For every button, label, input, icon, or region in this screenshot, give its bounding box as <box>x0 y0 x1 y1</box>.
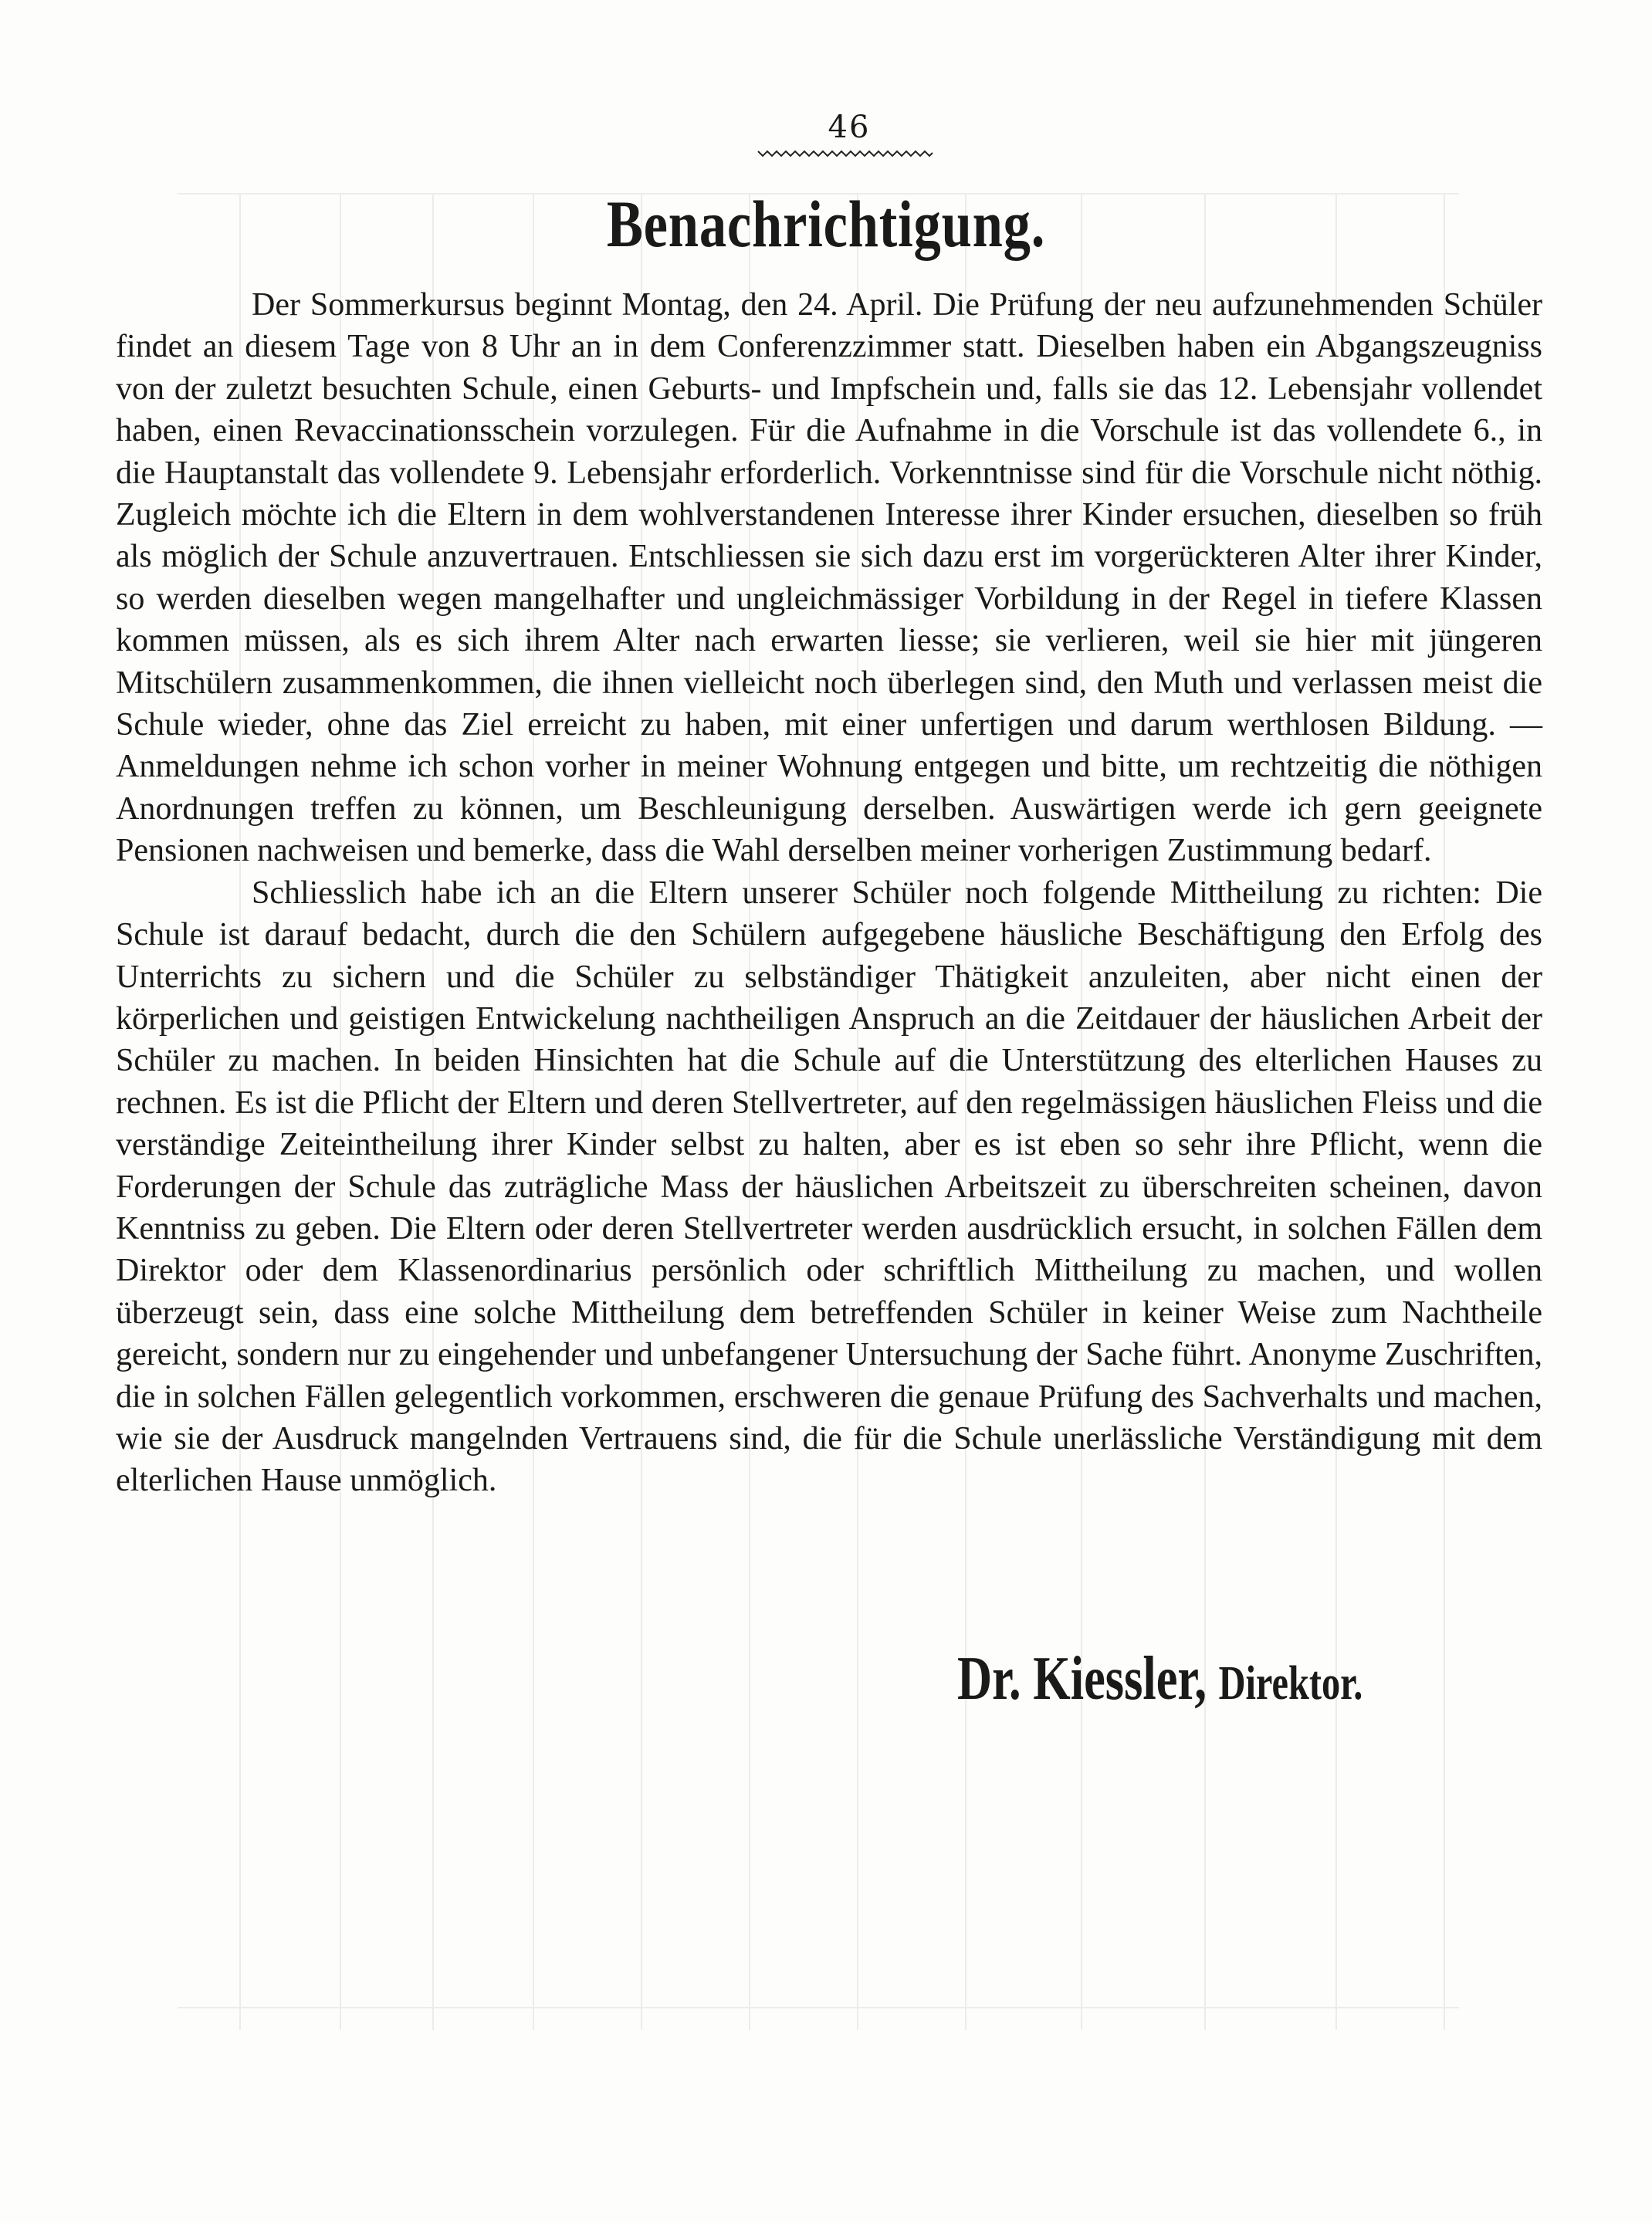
signature <box>957 1644 1379 1714</box>
notice-body <box>116 284 1542 1502</box>
page-number: 46 <box>828 110 871 145</box>
paragraph: Der Sommerkursus beginnt Montag, den 24. April. Die Prüfung der neu aufzunehmenden Schüler findet an diesem Tage von 8 Uhr an in dem Conferenzzimmer statt. Dieselben haben ein Abgangszeugniss von der zuletzt besuchten Schule, einen Geburts- und Impfschein und, falls sie das 12. Lebensjahr vollendet haben, einen Revaccinationsschein vorzulegen. Für die Aufnahme in die Vorschule ist das vollendete 6., in die Hauptanstalt das vollendete 9. Lebensjahr erforderlich. Vorkenntnisse sind für die Vorschule nicht nöthig. Zugleich möchte ich die Eltern in dem wohlverstandenen Interesse ihrer Kinder ersuchen, dieselben so früh als möglich der Schule anzuvertrauen. Entschliessen sie sich dazu erst im vorgerückteren Alter ihrer Kinder, so werden dieselben wegen mangelhafter und ungleichmässiger Vorbildung in der Regel in tiefere Klassen kommen müssen, als es sich ihrem Alter nach erwarten liesse; sie verlieren, weil sie hier mit jüngeren Mitschülern zusammenkommen, die ihnen vielleicht noch überlegen sind, den Muth und verlassen meist die Schule wieder, ohne das Ziel erreicht zu haben, mit einer unfertigen und darum werthlosen Bildung. — Anmeldungen nehme ich schon vorher in meiner Wohnung entgegen und bitte, um rechtzeitig die nöthigen Anordnungen treffen zu können, um Beschleunigung derselben. Auswärtigen werde ich gern geeignete Pensionen nachweisen und bemerke, dass die Wahl derselben meiner vorherigen Zustimmung bedarf. <box>116 287 1542 869</box>
signature-title: Direktor. <box>1218 1657 1363 1710</box>
paragraph: Schliesslich habe ich an die Eltern unserer Schüler noch folgende Mittheilung zu richten: Die Schule ist darauf bedacht, durch die den Schülern aufgegebene häusliche Beschäftigung den Erfolg des Unterrichts zu sichern und die Schüler zu selbständiger Thätigkeit anzuleiten, aber nicht einen der körperlichen und geistigen Entwickelung nachtheiligen Anspruch an die Zeitdauer der häuslichen Arbeit der Schüler zu machen. In beiden Hinsichten hat die Schule auf die Unterstützung des elterlichen Hauses zu rechnen. Es ist die Pflicht der Eltern und deren Stellvertreter, auf den regelmässigen häuslichen Fleiss und die verständige Zeiteintheilung ihrer Kinder selbst zu halten, aber es ist eben so sehr ihre Pflicht, wenn die Forderungen der Schule das zuträgliche Mass der häuslichen Arbeitszeit zu überschreiten scheinen, davon Kenntniss zu geben. Die Eltern oder deren Stellvertreter werden ausdrücklich ersucht, in solchen Fällen dem Direktor oder dem Klassenordinarius persönlich oder schriftlich Mittheilung zu machen, und wollen überzeugt sein, dass eine solche Mittheilung dem betreffenden Schüler in keiner Weise zum Nachtheile gereicht, sondern nur zu eingehender und unbefangener Untersuchung der Sache führt. Anonyme Zuschriften, die in solchen Fällen gelegentlich vorkommen, erschweren die genaue Prüfung des Sachverhalts und machen, wie sie der Ausdruck mangelnden Vertrauens sind, die für die Schule unerlässliche Verständigung mit dem elterlichen Hause unmöglich. <box>116 875 1542 1499</box>
signature-name: Dr. Kiessler, <box>957 1645 1207 1713</box>
page-title: Benachrichtigung. <box>606 187 1046 261</box>
page-number-ornament <box>757 147 934 159</box>
